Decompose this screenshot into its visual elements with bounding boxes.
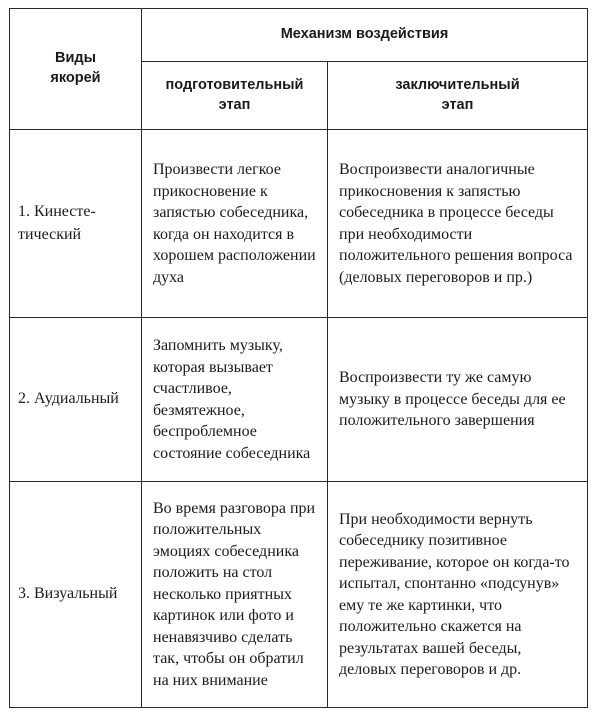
prep-stage-cell: Запомнить музыку, которая вызывает счастливое, безмятежное, беспроблемное состояние собеседника	[142, 318, 328, 482]
anchor-type-label: 1. Кинесте-тический	[18, 203, 96, 243]
table-row	[10, 482, 588, 708]
prep-stage-cell: Во время разговора при положительных эмоциях собеседника положить на стол несколько приятных картинок или фото и ненавязчиво сделать так, чтобы он обратил на них внимание	[142, 482, 328, 708]
header-final-stage-label: заключительный этап	[395, 77, 520, 113]
anchor-type-cell: 3. Визуальный	[10, 482, 142, 708]
final-stage-cell: Воспроизвести ту же самую музыку в процессе беседы для ее положительного завершения	[328, 318, 588, 482]
final-stage-cell: Воспроизвести аналогичные прикосновения к запястью собеседника в процессе беседы при необходимости положительного решения вопроса (деловых переговоров и пр.)	[328, 130, 588, 318]
anchor-type-cell: 2. Аудиальный	[10, 318, 142, 482]
header-row-1	[10, 9, 588, 62]
anchor-type-cell	[10, 130, 142, 318]
header-prep-stage	[142, 62, 328, 130]
table-row	[10, 318, 588, 482]
anchors-table	[9, 8, 588, 708]
header-types-label: Виды якорей	[50, 50, 101, 86]
table-row	[10, 130, 588, 318]
header-types	[10, 9, 142, 130]
prep-stage-cell: Произвести легкое прикосновение к запястью собеседника, когда он находится в хорошем расположении духа	[142, 130, 328, 318]
header-final-stage	[328, 62, 588, 130]
final-stage-cell: При необходимости вернуть собеседнику позитивное переживание, которое он когда-то испытал, спонтанно «подсунув» ему те же картинки, что положительно скажется на результатах вашей беседы, деловых переговоров и др.	[328, 482, 588, 708]
header-prep-stage-label: подготовительный этап	[165, 77, 304, 113]
header-mechanism: Механизм воздействия	[142, 9, 588, 62]
